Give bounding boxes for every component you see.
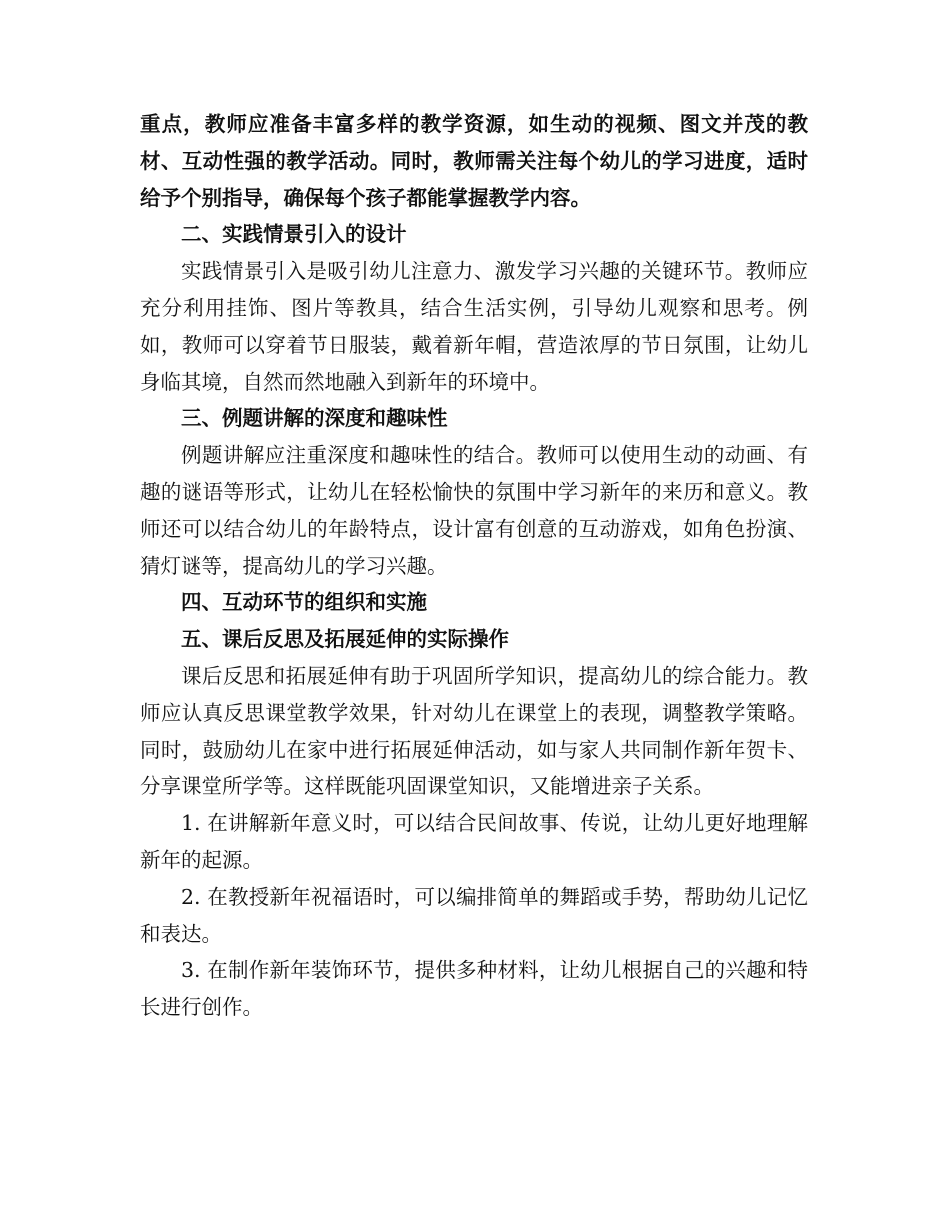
- intro-paragraph: 重点，教师应准备丰富多样的教学资源，如生动的视频、图文并茂的教材、互动性强的教学活动。同时，教师需关注每个幼儿的学习进度，适时给予个别指导，确保每个孩子都能掌握教学内容。: [140, 112, 808, 210]
- section-heading-5: 五、课后反思及拓展延伸的实际操作: [181, 627, 509, 652]
- section-body-3: 例题讲解应注重深度和趣味性的结合。教师可以使用生动的动画、有趣的谜语等形式，让幼儿在轻松愉快的氛围中学习新年的来历和意义。教师还可以结合幼儿的年龄特点，设计富有创意的互动游戏，如角色扮演、猜灯谜等，提高幼儿的学习兴趣。: [140, 443, 808, 578]
- section-body-5: 课后反思和拓展延伸有助于巩固所学知识，提高幼儿的综合能力。教师应认真反思课堂教学效果，针对幼儿在课堂上的表现，调整教学策略。同时，鼓励幼儿在家中进行拓展延伸活动，如与家人共同制作新年贺卡、分享课堂所学等。这样既能巩固课堂知识，又能增进亲子关系。: [140, 663, 808, 799]
- list-item-2: 2. 在教授新年祝福语时，可以编排简单的舞蹈或手势，帮助幼儿记忆和表达。: [140, 884, 808, 946]
- section-body-2: 实践情景引入是吸引幼儿注意力、激发学习兴趣的关键环节。教师应充分利用挂饰、图片等教具，结合生活实例，引导幼儿观察和思考。例如，教师可以穿着节日服装，戴着新年帽，营造浓厚的节日氛围，让幼儿身临其境，自然而然地融入到新年的环境中。: [140, 259, 808, 394]
- section-heading-3: 三、例题讲解的深度和趣味性: [181, 406, 448, 431]
- section-heading-4: 四、互动环节的组织和实施: [181, 590, 427, 615]
- list-item-1: 1. 在讲解新年意义时，可以结合民间故事、传说，让幼儿更好地理解新年的起源。: [140, 811, 808, 872]
- section-heading-2: 二、实践情景引入的设计: [181, 222, 407, 247]
- document-page: [140, 106, 808, 1026]
- list-item-3: 3. 在制作新年装饰环节，提供多种材料，让幼儿根据自己的兴趣和特长进行创作。: [140, 958, 808, 1020]
